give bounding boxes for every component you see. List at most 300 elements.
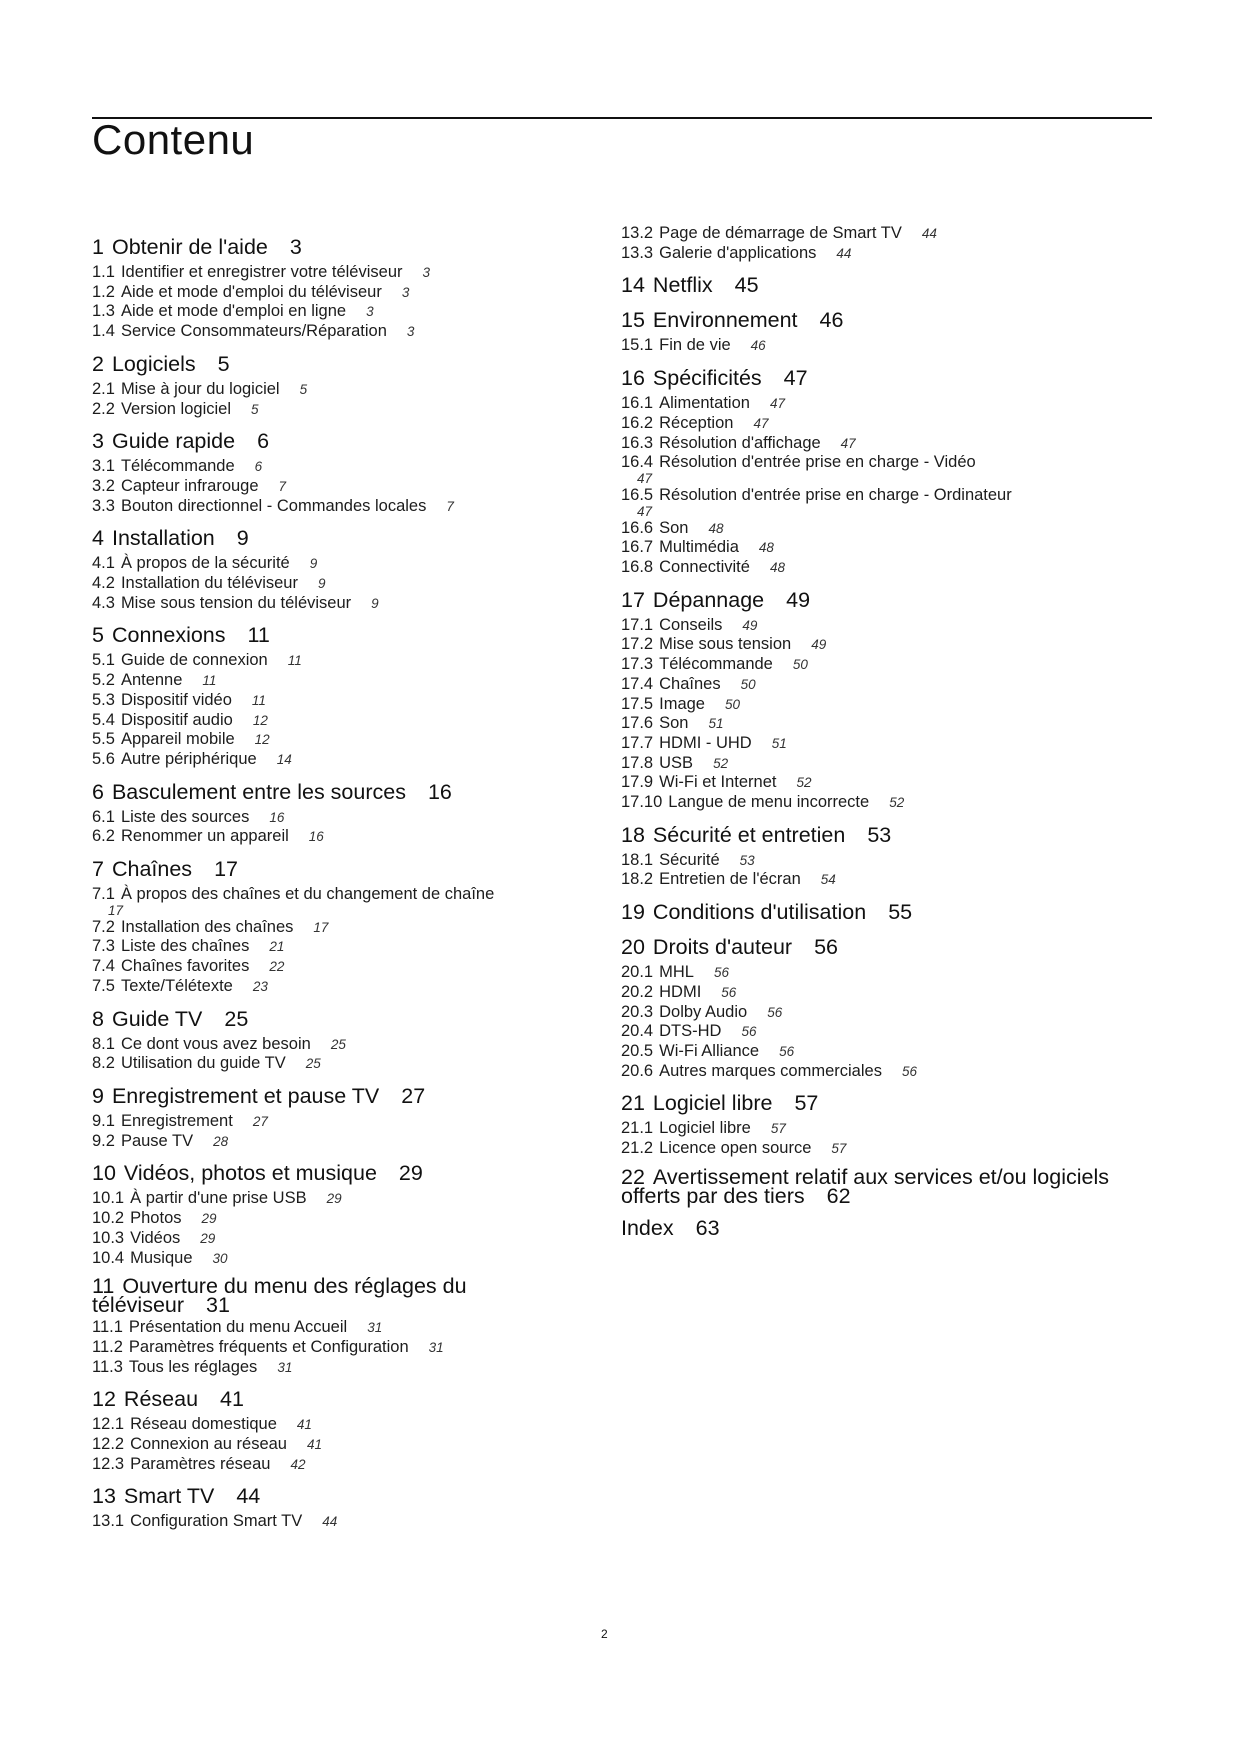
section-title: Présentation du menu Accueil <box>128 1318 348 1337</box>
chapter-title: Dépannage <box>652 587 765 612</box>
toc-section-entry[interactable] <box>621 870 1141 890</box>
toc-section-entry[interactable] <box>92 937 592 957</box>
section-number: 1.3 <box>92 302 115 321</box>
chapter-number: 13 <box>92 1484 116 1509</box>
section-number: 21.2 <box>621 1139 654 1158</box>
section-page: 3 <box>401 284 410 300</box>
section-title: Connectivité <box>659 558 750 577</box>
toc-section-entry[interactable] <box>621 1022 1141 1042</box>
section-number: 7.4 <box>92 957 115 976</box>
section-page: 22 <box>269 959 285 975</box>
toc-section-entry[interactable] <box>92 1112 592 1132</box>
toc-section-entry[interactable] <box>92 322 592 342</box>
toc-chapter-block <box>621 1090 1141 1158</box>
toc-chapter-entry[interactable] <box>92 1386 592 1412</box>
section-number: 20.4 <box>621 1022 654 1041</box>
toc-section-entry[interactable] <box>92 730 592 750</box>
chapter-number: 20 <box>621 935 645 960</box>
toc-chapter-entry[interactable] <box>92 1160 592 1186</box>
section-page: 7 <box>446 498 454 514</box>
section-page: 11 <box>202 673 217 689</box>
toc-chapter-entry[interactable] <box>621 1164 1141 1208</box>
toc-section-entry[interactable] <box>621 519 1141 539</box>
toc-chapter-entry[interactable] <box>92 622 592 648</box>
toc-chapter-entry[interactable] <box>92 525 592 551</box>
chapter-number: 21 <box>621 1091 645 1116</box>
section-title: Vidéos <box>130 1228 181 1247</box>
section-page: 3 <box>366 304 374 320</box>
section-number: 20.1 <box>621 963 654 982</box>
section-page: 47 <box>753 415 769 431</box>
section-title: Aide et mode d'emploi du téléviseur <box>120 282 382 301</box>
section-page: 9 <box>317 576 326 592</box>
section-page: 28 <box>213 1133 229 1149</box>
section-title: À propos de la sécurité <box>120 554 290 573</box>
section-number: 16.2 <box>621 413 654 432</box>
toc-chapter-block <box>92 1386 592 1474</box>
toc-section-entry[interactable] <box>621 655 1141 675</box>
chapter-page: 62 <box>826 1183 851 1208</box>
section-title: Aide et mode d'emploi en ligne <box>120 302 347 321</box>
section-number: 5.3 <box>92 690 115 709</box>
section-number: 4.3 <box>92 593 115 612</box>
toc-section-entry[interactable] <box>621 1003 1141 1023</box>
section-page: 47 <box>637 470 653 486</box>
section-page: 56 <box>779 1043 795 1059</box>
toc-chapter-block <box>621 1215 1141 1241</box>
section-page: 12 <box>254 732 270 748</box>
toc-chapter-entry[interactable] <box>621 822 1141 848</box>
section-page: 52 <box>889 795 905 811</box>
toc-section-entry[interactable] <box>92 808 592 828</box>
section-page: 52 <box>796 775 812 791</box>
toc-section-entry[interactable] <box>92 263 592 283</box>
section-title: Liste des sources <box>120 807 250 826</box>
chapter-page: 16 <box>427 779 452 804</box>
toc-chapter-block <box>92 428 592 516</box>
section-page: 42 <box>290 1456 306 1472</box>
section-number: 8.2 <box>92 1054 115 1073</box>
section-number: 17.8 <box>621 753 654 772</box>
toc-section-entry[interactable] <box>621 1139 1141 1159</box>
section-title: Tous les réglages <box>128 1357 258 1376</box>
chapter-page: 5 <box>217 351 230 376</box>
section-title: Son <box>659 714 689 733</box>
toc-section-entry[interactable] <box>621 224 1141 244</box>
section-page-wrap <box>621 471 1141 486</box>
chapter-page: 45 <box>734 273 759 298</box>
section-page: 47 <box>840 435 856 451</box>
section-page: 12 <box>252 712 268 728</box>
toc-section-entry[interactable] <box>92 380 592 400</box>
section-number: 7.2 <box>92 917 115 936</box>
section-number: 10.2 <box>92 1209 125 1228</box>
section-number: 16.7 <box>621 538 654 557</box>
chapter-number: 18 <box>621 822 645 847</box>
section-title: Configuration Smart TV <box>130 1512 303 1531</box>
toc-section-entry[interactable] <box>621 695 1141 715</box>
toc-section-entry[interactable] <box>92 302 592 322</box>
toc-section-entry[interactable] <box>92 1229 592 1249</box>
section-title: Entretien de l'écran <box>659 870 801 889</box>
toc-chapter-block <box>621 899 1141 925</box>
toc-chapter-entry[interactable] <box>92 234 592 260</box>
toc-section-entry[interactable] <box>621 486 1141 519</box>
chapter-page: 46 <box>819 308 844 333</box>
section-page: 56 <box>713 965 729 981</box>
toc-chapter-block <box>621 272 1141 298</box>
toc-chapter-entry[interactable] <box>92 1083 592 1109</box>
chapter-title: Obtenir de l'aide <box>111 235 268 259</box>
toc-chapter-block <box>621 1164 1141 1208</box>
section-number: 16.8 <box>621 558 654 577</box>
section-page: 56 <box>721 984 737 1000</box>
toc-chapter-entry[interactable] <box>92 1274 592 1318</box>
toc-section-entry[interactable] <box>92 957 592 977</box>
section-number: 16.6 <box>621 518 654 537</box>
section-title: Paramètres fréquents et Configuration <box>128 1337 409 1356</box>
section-title: HDMI - UHD <box>659 733 752 752</box>
toc-chapter-block <box>621 307 1141 356</box>
toc-section-entry[interactable] <box>621 244 1141 264</box>
toc-section-entry[interactable] <box>92 283 592 303</box>
section-page: 21 <box>269 939 285 955</box>
section-page: 57 <box>770 1121 786 1137</box>
toc-section-entry[interactable] <box>621 616 1141 636</box>
section-number: 21.1 <box>621 1119 654 1138</box>
section-page: 56 <box>767 1004 783 1020</box>
toc-section-entry[interactable] <box>621 336 1141 356</box>
chapter-page: 57 <box>794 1091 819 1116</box>
section-number: 5.1 <box>92 651 115 670</box>
toc-chapter-entry[interactable] <box>92 1483 592 1509</box>
toc-section-entry[interactable] <box>92 1035 592 1055</box>
chapter-title: Chaînes <box>111 857 193 882</box>
page-number: 2 <box>601 1627 608 1641</box>
toc-chapter-entry[interactable] <box>621 899 1141 925</box>
section-number: 13.1 <box>92 1512 125 1531</box>
toc-chapter-block <box>92 1160 592 1268</box>
toc-chapter-block <box>621 934 1141 1081</box>
section-number: 17.6 <box>621 714 654 733</box>
section-page: 50 <box>724 696 741 712</box>
section-title: Télécommande <box>120 457 235 476</box>
section-number: 3.3 <box>92 496 115 515</box>
chapter-page: 6 <box>257 429 270 454</box>
toc-chapter-block <box>92 1274 592 1377</box>
section-title: Bouton directionnel - Commandes locales <box>120 496 427 515</box>
toc-section-entry[interactable] <box>92 497 592 517</box>
section-page: 53 <box>739 852 755 868</box>
chapter-page: 3 <box>289 235 302 259</box>
chapter-title: Index <box>621 1215 674 1240</box>
section-title: Appareil mobile <box>120 730 235 749</box>
toc-section-entry[interactable] <box>621 734 1141 754</box>
chapter-page: 47 <box>783 366 808 391</box>
chapter-page: 44 <box>236 1484 261 1509</box>
chapter-page: 49 <box>786 587 811 612</box>
toc-section-entry[interactable] <box>621 558 1141 578</box>
section-title: Chaînes favorites <box>120 957 250 976</box>
toc-chapter-entry[interactable] <box>621 1090 1141 1116</box>
toc-section-entry[interactable] <box>621 773 1141 793</box>
section-page: 46 <box>750 338 766 354</box>
toc-section-entry[interactable] <box>621 1042 1141 1062</box>
section-title: Alimentation <box>659 394 750 413</box>
toc-section-entry[interactable] <box>92 1054 592 1074</box>
section-number: 13.2 <box>621 224 654 242</box>
chapter-title: Netflix <box>652 273 713 298</box>
section-number: 6.1 <box>92 807 115 826</box>
toc-section-entry[interactable] <box>621 414 1141 434</box>
toc-chapter-block <box>92 779 592 847</box>
chapter-title: Vidéos, photos et musique <box>123 1161 377 1186</box>
toc-section-entry[interactable] <box>92 750 592 770</box>
chapter-title: Droits d'auteur <box>652 935 793 960</box>
toc-section-entry[interactable] <box>92 885 592 918</box>
toc-section-entry[interactable] <box>621 1062 1141 1082</box>
toc-left-column <box>92 234 592 1541</box>
toc-section-entry[interactable] <box>92 1512 592 1532</box>
chapter-number: 9 <box>92 1083 104 1108</box>
chapter-title: Avertissement relatif aux services et/ou logiciels offerts par des tiers <box>621 1164 1109 1208</box>
toc-section-entry[interactable] <box>92 1132 592 1152</box>
section-number: 7.1 <box>92 885 115 904</box>
toc-chapter-block <box>92 622 592 769</box>
toc-section-entry[interactable] <box>92 691 592 711</box>
toc-chapter-entry[interactable] <box>621 1215 1141 1241</box>
section-title: Logiciel libre <box>659 1119 751 1138</box>
section-title: Sécurité <box>659 850 720 869</box>
toc-section-entry[interactable] <box>92 1189 592 1209</box>
section-page: 29 <box>200 1230 216 1246</box>
section-number: 5.4 <box>92 710 115 729</box>
toc-chapter-block <box>621 822 1141 890</box>
toc-section-entry[interactable] <box>621 434 1141 454</box>
toc-section-entry[interactable] <box>621 983 1141 1003</box>
section-number: 1.4 <box>92 322 115 341</box>
section-title: MHL <box>659 963 694 982</box>
toc-chapter-entry[interactable] <box>621 587 1141 613</box>
section-number: 18.1 <box>621 850 654 869</box>
toc-section-entry[interactable] <box>92 477 592 497</box>
section-title: Multimédia <box>659 538 739 557</box>
section-number: 16.4 <box>621 453 654 472</box>
section-page: 41 <box>307 1437 323 1453</box>
section-page: 9 <box>371 595 379 611</box>
section-title: À propos des chaînes et du changement de chaîne <box>120 885 495 904</box>
toc-section-entry[interactable] <box>92 554 592 574</box>
section-number: 17.3 <box>621 655 654 674</box>
chapter-page: 63 <box>695 1215 720 1240</box>
section-title: Connexion au réseau <box>130 1435 287 1454</box>
toc-chapter-entry[interactable] <box>621 934 1141 960</box>
toc-chapter-entry[interactable] <box>92 428 592 454</box>
toc-chapter-entry[interactable] <box>621 272 1141 298</box>
section-number: 11.1 <box>92 1318 123 1337</box>
section-title: Réseau domestique <box>130 1415 277 1434</box>
chapter-number: 4 <box>92 526 104 551</box>
toc-section-entry[interactable] <box>92 651 592 671</box>
section-page: 11 <box>251 692 266 708</box>
section-number: 10.3 <box>92 1228 125 1247</box>
section-number: 12.3 <box>92 1454 125 1473</box>
chapter-title: Installation <box>111 526 215 551</box>
toc-section-entry[interactable] <box>92 1435 592 1455</box>
section-number: 17.9 <box>621 773 654 792</box>
section-page: 17 <box>108 902 124 918</box>
section-number: 9.2 <box>92 1131 115 1150</box>
toc-section-entry[interactable] <box>621 635 1141 655</box>
chapter-title: Environnement <box>652 308 798 333</box>
toc-chapter-block <box>92 856 592 997</box>
toc-section-entry[interactable] <box>621 754 1141 774</box>
section-number: 16.3 <box>621 433 654 452</box>
section-page: 54 <box>820 872 836 888</box>
section-page: 25 <box>305 1056 321 1072</box>
toc-section-entry[interactable] <box>92 594 592 614</box>
toc-section-entry[interactable] <box>92 1209 592 1229</box>
toc-chapter-entry[interactable] <box>621 307 1141 333</box>
toc-section-entry[interactable] <box>92 1358 592 1378</box>
section-title: À partir d'une prise USB <box>130 1189 307 1208</box>
section-page: 31 <box>428 1339 444 1355</box>
toc-chapter-block <box>92 1006 592 1074</box>
chapter-page: 29 <box>398 1161 423 1186</box>
section-page: 48 <box>769 560 785 576</box>
toc-chapter-block <box>92 1083 592 1151</box>
toc-right-column <box>621 224 1141 1250</box>
toc-section-entry[interactable] <box>621 453 1141 486</box>
section-number: 20.2 <box>621 982 654 1001</box>
section-title: Installation des chaînes <box>120 917 294 936</box>
section-page: 27 <box>252 1113 268 1129</box>
chapter-title: Connexions <box>111 623 226 648</box>
toc-chapter-entry[interactable] <box>92 1006 592 1032</box>
section-title: Antenne <box>120 671 183 690</box>
section-title: Utilisation du guide TV <box>120 1054 286 1073</box>
section-number: 3.1 <box>92 457 115 476</box>
section-title: Réception <box>659 413 734 432</box>
chapter-title: Enregistrement et pause TV <box>111 1083 380 1108</box>
toc-section-entry[interactable] <box>621 714 1141 734</box>
section-title: Mise sous tension <box>659 635 792 654</box>
section-page: 7 <box>278 478 287 494</box>
toc-section-entry[interactable] <box>92 400 592 420</box>
chapter-title: Logiciels <box>111 351 196 376</box>
toc-section-entry[interactable] <box>92 457 592 477</box>
toc-section-entry[interactable] <box>621 963 1141 983</box>
toc-section-entry[interactable] <box>92 918 592 938</box>
section-title: Texte/Télétexte <box>120 976 233 995</box>
section-page-wrap <box>92 903 592 918</box>
section-number: 8.1 <box>92 1034 115 1053</box>
section-title: Dolby Audio <box>659 1002 748 1021</box>
toc-section-entry[interactable] <box>92 671 592 691</box>
toc-section-entry[interactable] <box>92 574 592 594</box>
section-title: Dispositif vidéo <box>120 690 232 709</box>
chapter-number: 19 <box>621 900 645 925</box>
section-title: Mise à jour du logiciel <box>120 379 280 398</box>
toc-chapter-entry[interactable] <box>621 365 1141 391</box>
section-title: Résolution d'entrée prise en charge - Vidéo <box>659 453 976 472</box>
section-number: 17.5 <box>621 694 654 713</box>
section-number: 5.5 <box>92 730 115 749</box>
section-title: Wi-Fi Alliance <box>659 1041 760 1060</box>
toc-section-entry[interactable] <box>92 711 592 731</box>
section-number: 4.1 <box>92 554 115 573</box>
section-title: Télécommande <box>659 655 773 674</box>
section-number: 16.1 <box>621 394 654 413</box>
section-page: 47 <box>769 396 785 412</box>
section-page: 51 <box>771 735 787 751</box>
section-title: Musique <box>130 1248 193 1267</box>
toc-chapter-block <box>92 234 592 342</box>
chapter-title: Sécurité et entretien <box>652 822 846 847</box>
section-number: 17.7 <box>621 733 654 752</box>
toc-section-entry[interactable] <box>621 675 1141 695</box>
toc-section-entry[interactable] <box>92 977 592 997</box>
toc-chapter-entry[interactable] <box>92 856 592 882</box>
toc-section-entry[interactable] <box>92 1338 592 1358</box>
toc-section-entry[interactable] <box>621 538 1141 558</box>
section-title: Paramètres réseau <box>130 1454 271 1473</box>
section-page: 29 <box>201 1211 217 1227</box>
section-page: 44 <box>921 226 937 241</box>
toc-section-entry[interactable] <box>621 793 1141 813</box>
section-number: 17.4 <box>621 674 654 693</box>
section-title: Résolution d'entrée prise en charge - Ordinateur <box>659 485 1012 504</box>
section-page: 44 <box>836 245 852 261</box>
section-title: Chaînes <box>659 674 721 693</box>
section-page: 44 <box>322 1514 338 1530</box>
toc-section-entry[interactable] <box>92 1249 592 1269</box>
toc-section-entry[interactable] <box>621 851 1141 871</box>
section-title: DTS-HD <box>659 1022 722 1041</box>
section-number: 20.5 <box>621 1041 654 1060</box>
toc-section-entry[interactable] <box>621 394 1141 414</box>
toc-chapter-entry[interactable] <box>92 351 592 377</box>
toc-section-entry[interactable] <box>92 827 592 847</box>
toc-section-entry[interactable] <box>92 1318 592 1338</box>
section-number: 20.3 <box>621 1002 654 1021</box>
toc-chapter-entry[interactable] <box>92 779 592 805</box>
section-page: 23 <box>252 978 268 994</box>
toc-chapter-block <box>92 1483 592 1532</box>
toc-section-entry[interactable] <box>92 1455 592 1475</box>
toc-section-entry[interactable] <box>621 1119 1141 1139</box>
section-page: 56 <box>741 1024 757 1040</box>
toc-chapter-block <box>621 587 1141 813</box>
chapter-title: Basculement entre les sources <box>111 779 406 804</box>
section-page: 14 <box>276 751 292 767</box>
section-title: Résolution d'affichage <box>659 433 821 452</box>
section-title: Mise sous tension du téléviseur <box>120 593 352 612</box>
section-title: Installation du téléviseur <box>120 574 298 593</box>
section-page: 3 <box>422 265 431 280</box>
section-title: Conseils <box>659 615 723 634</box>
chapter-number: 15 <box>621 308 645 333</box>
toc-section-entry[interactable] <box>92 1415 592 1435</box>
chapter-title: Guide rapide <box>111 429 236 454</box>
section-page: 25 <box>330 1036 346 1052</box>
section-number: 15.1 <box>621 336 654 355</box>
chapter-page: 9 <box>236 526 249 551</box>
section-number: 6.2 <box>92 827 115 846</box>
section-page: 31 <box>367 1320 383 1336</box>
section-number: 5.2 <box>92 671 115 690</box>
section-page: 9 <box>309 556 318 572</box>
